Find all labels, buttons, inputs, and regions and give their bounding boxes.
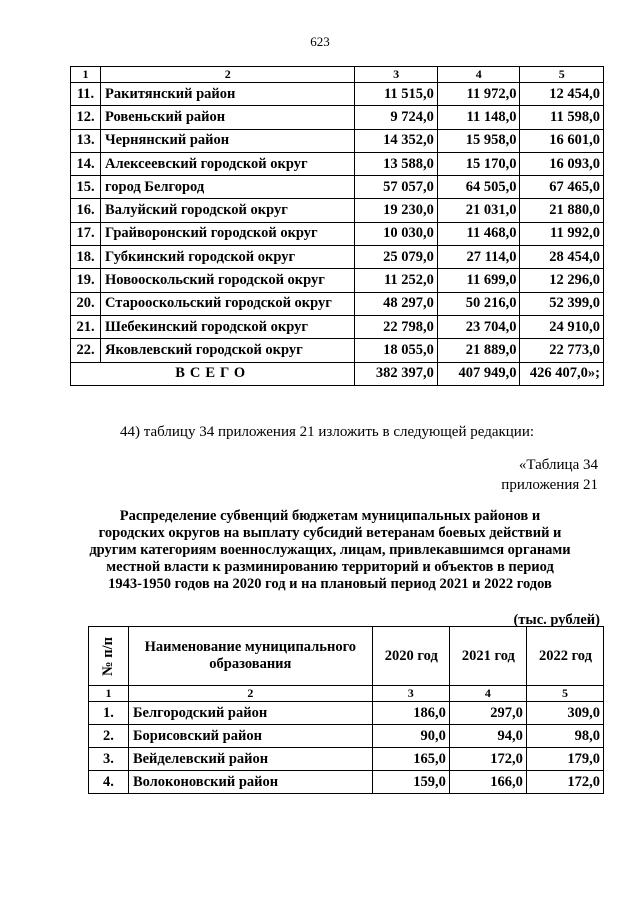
column-number: 1 bbox=[89, 686, 129, 702]
value-cell: 179,0 bbox=[526, 748, 603, 771]
value-cell: 16 093,0 bbox=[520, 152, 604, 175]
column-number: 2 bbox=[128, 686, 372, 702]
column-number: 3 bbox=[355, 67, 438, 83]
value-cell: 12 454,0 bbox=[520, 83, 604, 106]
header-year: 2021 год bbox=[449, 627, 526, 686]
value-cell: 52 399,0 bbox=[520, 292, 604, 315]
municipality-name: Белгородский район bbox=[128, 702, 372, 725]
value-cell: 21 880,0 bbox=[520, 199, 604, 222]
value-cell: 10 030,0 bbox=[355, 222, 438, 245]
value-cell: 309,0 bbox=[526, 702, 603, 725]
value-cell: 12 296,0 bbox=[520, 269, 604, 292]
row-index: 20. bbox=[71, 292, 101, 315]
value-cell: 21 031,0 bbox=[437, 199, 520, 222]
municipality-name: Алексеевский городской округ bbox=[101, 152, 355, 175]
row-index: 4. bbox=[89, 771, 129, 794]
table-row bbox=[71, 106, 604, 129]
column-number: 5 bbox=[520, 67, 604, 83]
value-cell: 27 114,0 bbox=[437, 246, 520, 269]
heading-line: другим категориям военнослужащих, лицам, привлекавшимся органами bbox=[89, 542, 571, 558]
heading-line: 1943-1950 годов на 2020 год и на плановый период 2021 и 2022 годов bbox=[108, 576, 552, 592]
value-cell: 186,0 bbox=[372, 702, 449, 725]
header-number bbox=[89, 627, 129, 686]
row-index: 14. bbox=[71, 152, 101, 175]
row-index: 11. bbox=[71, 83, 101, 106]
table-row bbox=[71, 176, 604, 199]
value-cell: 90,0 bbox=[372, 725, 449, 748]
value-cell: 11 252,0 bbox=[355, 269, 438, 292]
municipality-name: Чернянский район bbox=[101, 129, 355, 152]
municipality-name: Валуйский городской округ bbox=[101, 199, 355, 222]
header-number-text: № п/п bbox=[99, 636, 116, 676]
table-row bbox=[71, 315, 604, 338]
value-cell: 165,0 bbox=[372, 748, 449, 771]
value-cell: 23 704,0 bbox=[437, 315, 520, 338]
value-cell: 50 216,0 bbox=[437, 292, 520, 315]
row-index: 2. bbox=[89, 725, 129, 748]
table-caption-line: «Таблица 34 bbox=[518, 457, 598, 473]
value-cell: 159,0 bbox=[372, 771, 449, 794]
column-number: 4 bbox=[437, 67, 520, 83]
table-row bbox=[71, 222, 604, 245]
row-index: 19. bbox=[71, 269, 101, 292]
total-label: ВСЕГО bbox=[71, 362, 355, 385]
heading-line: Распределение субвенций бюджетам муниципальных районов и bbox=[119, 508, 541, 524]
header-year: 2022 год bbox=[526, 627, 603, 686]
table-header-row bbox=[71, 67, 604, 83]
value-cell: 11 972,0 bbox=[437, 83, 520, 106]
table-row bbox=[71, 269, 604, 292]
row-index: 3. bbox=[89, 748, 129, 771]
value-cell: 67 465,0 bbox=[520, 176, 604, 199]
value-cell: 11 598,0 bbox=[520, 106, 604, 129]
column-number: 3 bbox=[372, 686, 449, 702]
value-cell: 11 992,0 bbox=[520, 222, 604, 245]
municipality-name: Шебекинский городской округ bbox=[101, 315, 355, 338]
header-year: 2020 год bbox=[372, 627, 449, 686]
municipality-name: Волоконовский район bbox=[128, 771, 372, 794]
value-cell: 24 910,0 bbox=[520, 315, 604, 338]
value-cell: 19 230,0 bbox=[355, 199, 438, 222]
table-row bbox=[71, 292, 604, 315]
value-cell: 14 352,0 bbox=[355, 129, 438, 152]
table-row bbox=[89, 771, 604, 794]
value-cell: 98,0 bbox=[526, 725, 603, 748]
table-caption-line: приложения 21 bbox=[501, 477, 598, 493]
row-index: 17. bbox=[71, 222, 101, 245]
row-index: 22. bbox=[71, 339, 101, 362]
value-cell: 16 601,0 bbox=[520, 129, 604, 152]
value-cell: 64 505,0 bbox=[437, 176, 520, 199]
value-cell: 15 958,0 bbox=[437, 129, 520, 152]
municipality-name: Борисовский район bbox=[128, 725, 372, 748]
value-cell: 11 468,0 bbox=[437, 222, 520, 245]
municipality-name: Губкинский городской округ bbox=[101, 246, 355, 269]
value-cell: 94,0 bbox=[449, 725, 526, 748]
value-cell: 11 148,0 bbox=[437, 106, 520, 129]
row-index: 15. bbox=[71, 176, 101, 199]
value-cell: 15 170,0 bbox=[437, 152, 520, 175]
table-row bbox=[89, 725, 604, 748]
heading-line: местной власти к разминированию территорий и объектов в период bbox=[106, 559, 554, 575]
subvention-table bbox=[88, 626, 604, 794]
value-cell: 172,0 bbox=[526, 771, 603, 794]
municipality-name: Ровеньский район bbox=[101, 106, 355, 129]
value-cell: 28 454,0 bbox=[520, 246, 604, 269]
value-cell: 25 079,0 bbox=[355, 246, 438, 269]
header-name: Наименование муниципального образования bbox=[128, 627, 372, 686]
value-cell: 172,0 bbox=[449, 748, 526, 771]
value-cell: 48 297,0 bbox=[355, 292, 438, 315]
column-number: 5 bbox=[526, 686, 603, 702]
value-cell: 13 588,0 bbox=[355, 152, 438, 175]
table-row bbox=[89, 748, 604, 771]
total-row bbox=[71, 362, 604, 385]
amendment-paragraph: 44) таблицу 34 приложения 21 изложить в следующей редакции: bbox=[120, 424, 535, 440]
value-cell: 166,0 bbox=[449, 771, 526, 794]
value-cell: 22 773,0 bbox=[520, 339, 604, 362]
row-index: 1. bbox=[89, 702, 129, 725]
municipality-name: город Белгород bbox=[101, 176, 355, 199]
table-row bbox=[71, 152, 604, 175]
value-cell: 11 515,0 bbox=[355, 83, 438, 106]
subsidy-table-continued bbox=[70, 66, 604, 386]
table-row bbox=[71, 199, 604, 222]
municipality-name: Вейделевский район bbox=[128, 748, 372, 771]
column-number: 4 bbox=[449, 686, 526, 702]
value-cell: 22 798,0 bbox=[355, 315, 438, 338]
value-cell: 18 055,0 bbox=[355, 339, 438, 362]
table-row bbox=[71, 339, 604, 362]
column-numbers-row bbox=[89, 686, 604, 702]
row-index: 12. bbox=[71, 106, 101, 129]
municipality-name: Грайворонский городской округ bbox=[101, 222, 355, 245]
value-cell: 57 057,0 bbox=[355, 176, 438, 199]
row-index: 16. bbox=[71, 199, 101, 222]
municipality-name: Новооскольский городской округ bbox=[101, 269, 355, 292]
total-value: 382 397,0 bbox=[355, 362, 438, 385]
heading-line: городских округов на выплату субсидий ветеранам боевых действий и bbox=[98, 525, 562, 541]
row-index: 13. bbox=[71, 129, 101, 152]
table-row bbox=[71, 83, 604, 106]
total-value: 407 949,0 bbox=[437, 362, 520, 385]
column-number: 2 bbox=[101, 67, 355, 83]
table-row bbox=[71, 129, 604, 152]
value-cell: 9 724,0 bbox=[355, 106, 438, 129]
municipality-name: Ракитянский район bbox=[101, 83, 355, 106]
table-row bbox=[89, 702, 604, 725]
value-cell: 11 699,0 bbox=[437, 269, 520, 292]
total-value: 426 407,0»; bbox=[520, 362, 604, 385]
municipality-name: Старооскольский городской округ bbox=[101, 292, 355, 315]
table-heading bbox=[80, 508, 580, 593]
table-row bbox=[71, 246, 604, 269]
column-number: 1 bbox=[71, 67, 101, 83]
units-label: (тыс. рублей) bbox=[513, 612, 600, 628]
municipality-name: Яковлевский городской округ bbox=[101, 339, 355, 362]
table-header-row bbox=[89, 627, 604, 686]
row-index: 18. bbox=[71, 246, 101, 269]
row-index: 21. bbox=[71, 315, 101, 338]
value-cell: 297,0 bbox=[449, 702, 526, 725]
page-number: 623 bbox=[310, 34, 330, 49]
value-cell: 21 889,0 bbox=[437, 339, 520, 362]
